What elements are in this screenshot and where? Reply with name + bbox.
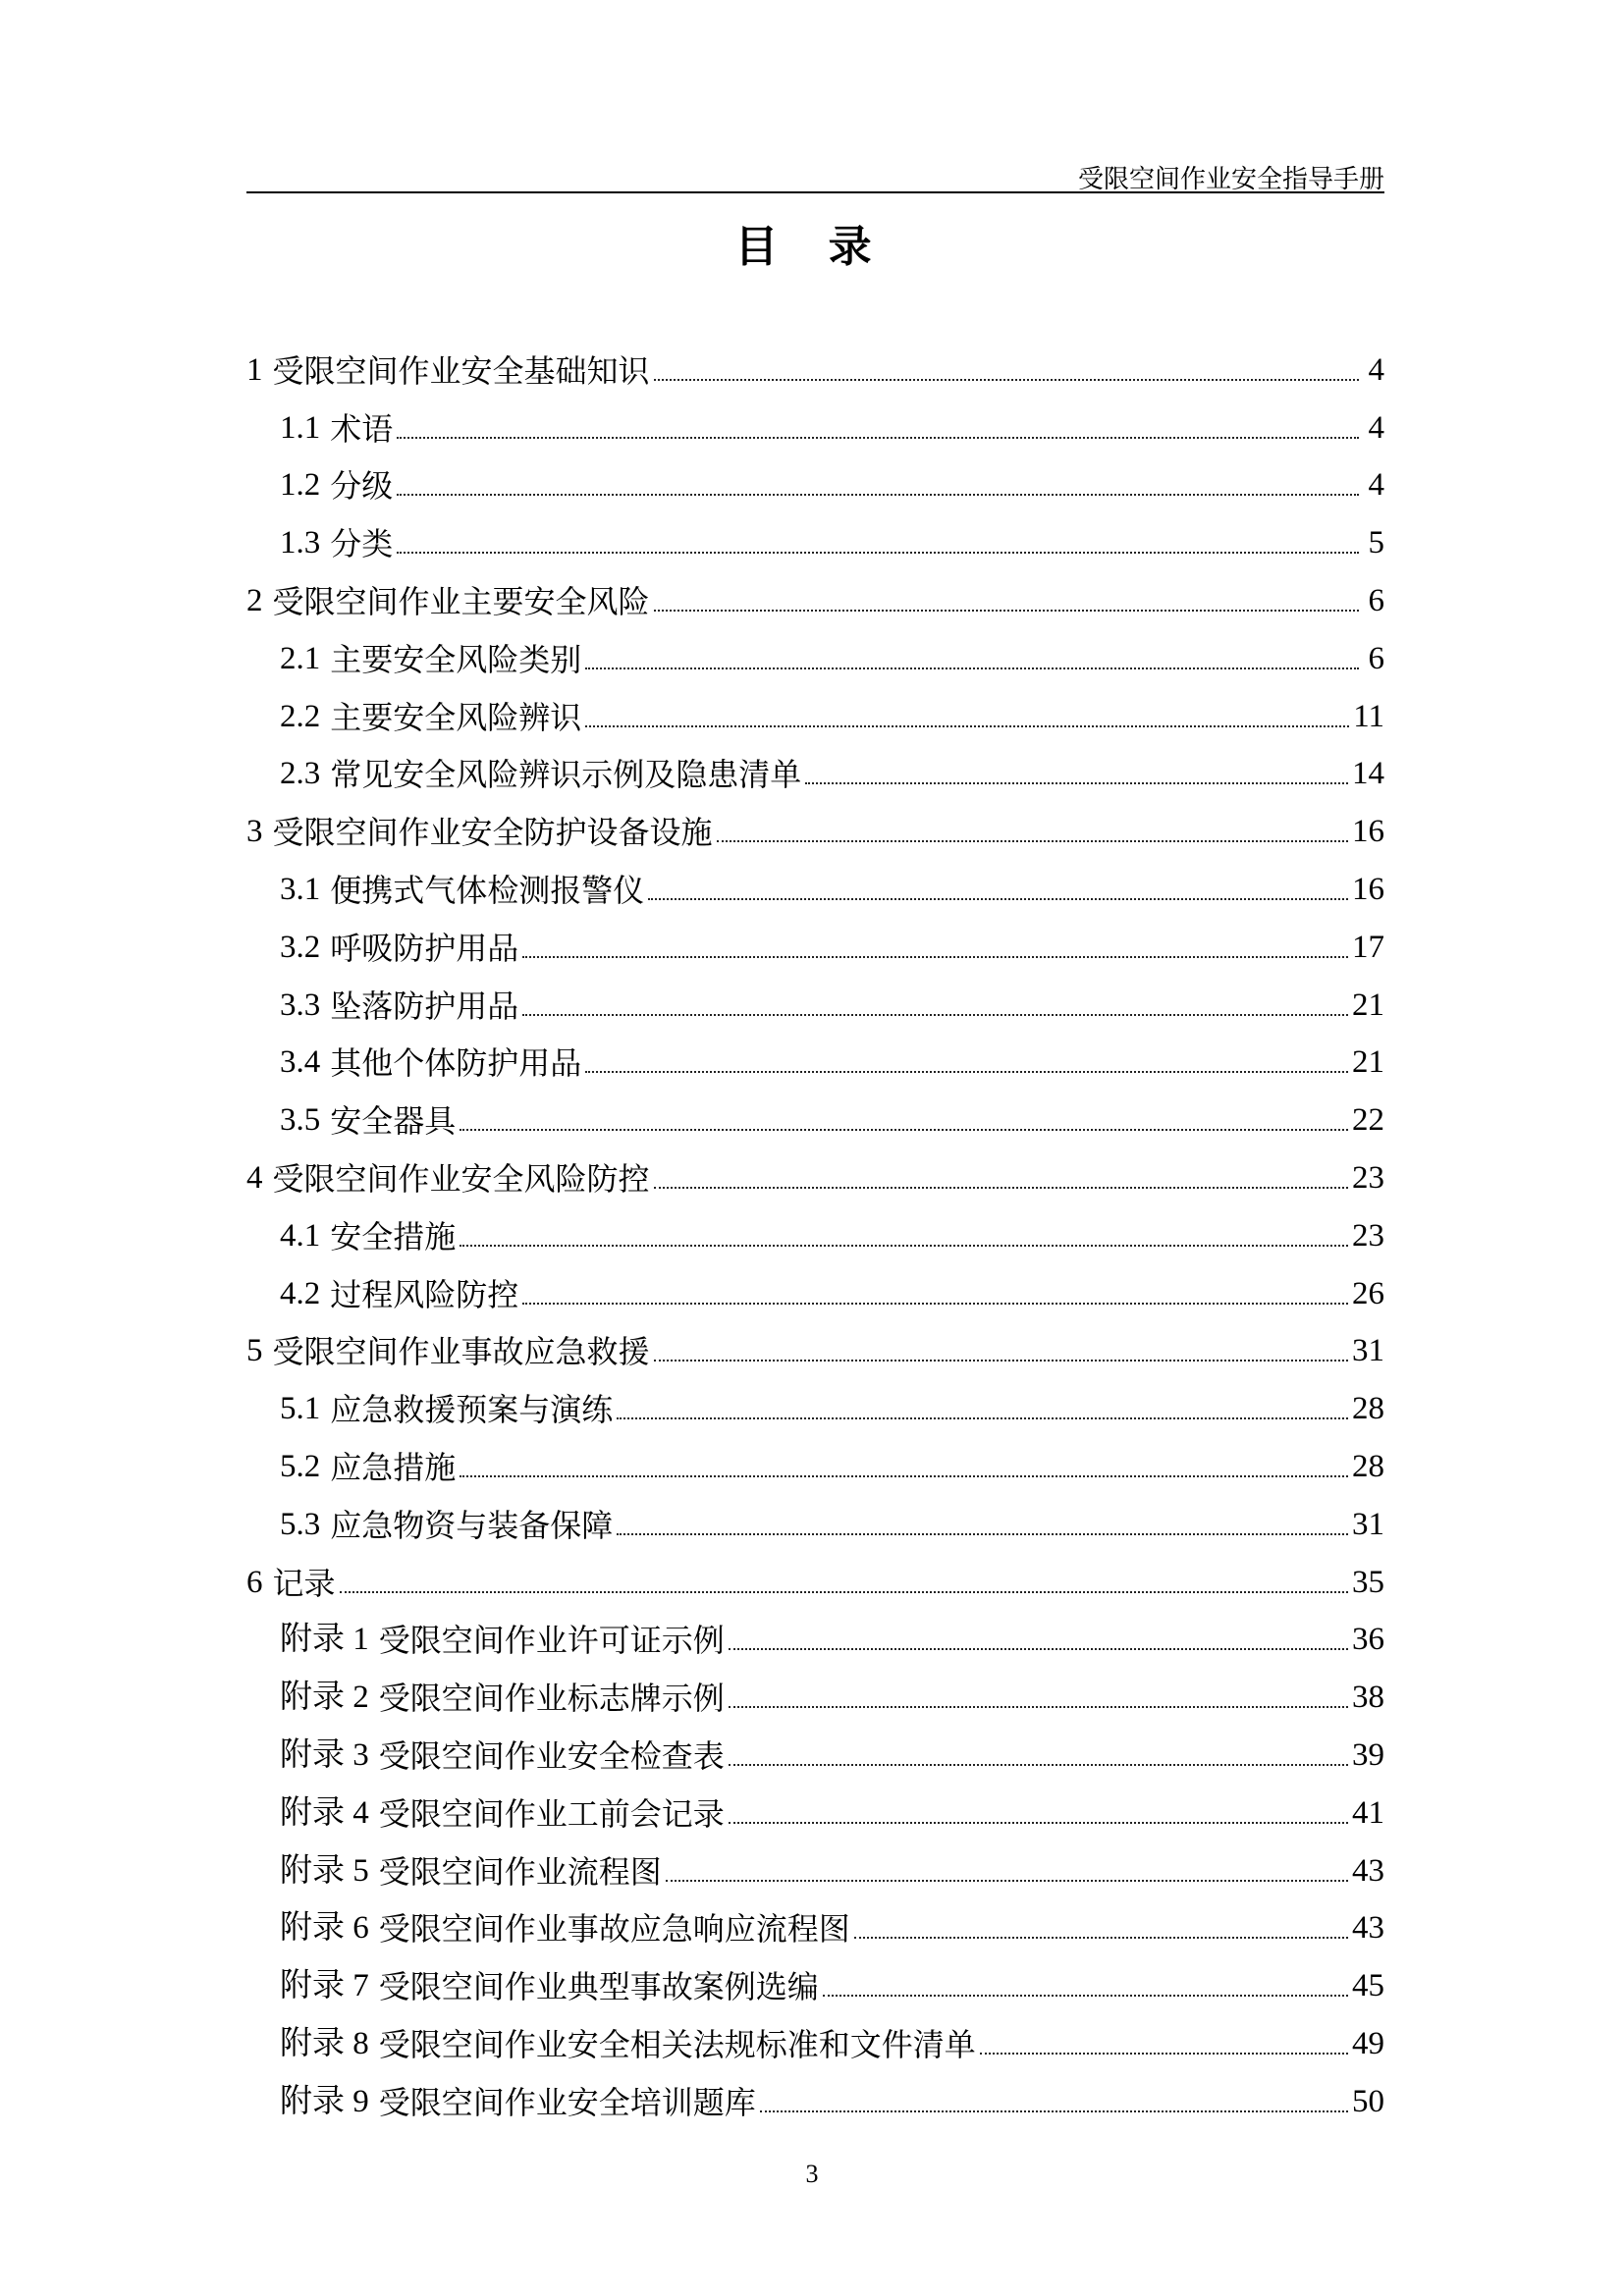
toc-entry-number: 附录 5 bbox=[280, 1852, 369, 1889]
toc-entry-number: 4 bbox=[246, 1159, 263, 1196]
header-rule bbox=[246, 191, 1384, 193]
toc-dot-leader bbox=[460, 1475, 1348, 1477]
toc-entry-title: 安全措施 bbox=[330, 1217, 457, 1255]
toc-entry-page: 21 bbox=[1352, 987, 1384, 1023]
toc-entry[interactable] bbox=[246, 329, 1384, 390]
toc-dot-leader bbox=[729, 1648, 1348, 1650]
toc-entry-number: 附录 8 bbox=[280, 2025, 369, 2061]
toc-entry[interactable] bbox=[246, 1714, 1384, 1775]
toc-dot-leader bbox=[397, 494, 1359, 496]
toc-entry-title: 受限空间作业事故应急救援 bbox=[272, 1333, 650, 1371]
toc-dot-leader bbox=[585, 1071, 1348, 1073]
toc-entry-number: 1 bbox=[246, 351, 263, 388]
toc-dot-leader bbox=[397, 552, 1359, 554]
toc-entry-page: 45 bbox=[1352, 1968, 1384, 2004]
toc-entry[interactable] bbox=[246, 1310, 1384, 1371]
toc-dot-leader bbox=[654, 1187, 1348, 1189]
toc-dot-leader bbox=[823, 1995, 1348, 1997]
toc-entry-page: 43 bbox=[1352, 1910, 1384, 1947]
toc-entry-page: 43 bbox=[1352, 1852, 1384, 1889]
page-title: 目 录 bbox=[734, 222, 890, 272]
toc-entry-title: 记录 bbox=[272, 1564, 336, 1602]
toc-entry-title: 呼吸防护用品 bbox=[330, 929, 519, 967]
toc-entry-page: 16 bbox=[1352, 871, 1384, 907]
toc-entry-number: 3.1 bbox=[280, 871, 321, 907]
toc-entry[interactable] bbox=[246, 733, 1384, 794]
toc-entry[interactable] bbox=[246, 502, 1384, 563]
toc-entry-title: 术语 bbox=[330, 409, 394, 448]
toc-entry-title: 受限空间作业典型事故案例选编 bbox=[378, 1968, 819, 2006]
toc-entry[interactable] bbox=[246, 387, 1384, 448]
toc-dot-leader bbox=[522, 1303, 1348, 1305]
toc-entry-number: 附录 9 bbox=[280, 2083, 369, 2119]
toc-dot-leader bbox=[585, 667, 1359, 669]
toc-dot-leader bbox=[805, 782, 1348, 784]
toc-entry-page: 4 bbox=[1368, 409, 1384, 446]
toc-entry[interactable] bbox=[246, 1945, 1384, 2006]
toc-entry[interactable] bbox=[246, 964, 1384, 1025]
toc-entry[interactable] bbox=[246, 1137, 1384, 1198]
toc-entry-page: 38 bbox=[1352, 1680, 1384, 1716]
toc-entry-title: 坠落防护用品 bbox=[330, 987, 519, 1025]
toc-entry-title: 受限空间作业主要安全风险 bbox=[272, 582, 650, 620]
toc-entry-number: 2 bbox=[246, 582, 263, 618]
toc-entry-page: 17 bbox=[1352, 929, 1384, 965]
toc-entry-page: 11 bbox=[1353, 698, 1384, 734]
toc-entry[interactable] bbox=[246, 1079, 1384, 1141]
toc-dot-leader bbox=[460, 1245, 1348, 1247]
toc-entry[interactable] bbox=[246, 445, 1384, 506]
toc-entry-page: 21 bbox=[1352, 1044, 1384, 1081]
toc-dot-leader bbox=[729, 1764, 1348, 1766]
toc-entry-number: 4.1 bbox=[280, 1217, 321, 1254]
toc-entry-page: 23 bbox=[1352, 1217, 1384, 1254]
toc-entry[interactable] bbox=[246, 2002, 1384, 2063]
toc-entry[interactable] bbox=[246, 1599, 1384, 1660]
toc-entry-number: 1.2 bbox=[280, 467, 321, 504]
toc-entry-page: 23 bbox=[1352, 1159, 1384, 1196]
toc-dot-leader bbox=[648, 898, 1348, 900]
toc-entry-page: 31 bbox=[1352, 1333, 1384, 1369]
toc-entry[interactable] bbox=[246, 2060, 1384, 2121]
toc-entry-title: 受限空间作业标志牌示例 bbox=[378, 1680, 725, 1718]
toc-entry-title: 受限空间作业流程图 bbox=[378, 1852, 662, 1891]
toc-entry-number: 3 bbox=[246, 814, 263, 850]
toc-entry-title: 分级 bbox=[330, 467, 394, 506]
toc-entry-page: 49 bbox=[1352, 2025, 1384, 2061]
toc-entry[interactable] bbox=[246, 1772, 1384, 1833]
toc-entry[interactable] bbox=[246, 1022, 1384, 1083]
toc-entry[interactable] bbox=[246, 675, 1384, 736]
toc-entry-title: 受限空间作业安全相关法规标准和文件清单 bbox=[378, 2025, 976, 2063]
toc-entry-page: 31 bbox=[1352, 1506, 1384, 1542]
toc-entry-title: 应急救援预案与演练 bbox=[330, 1391, 614, 1429]
toc-entry-number: 附录 1 bbox=[280, 1622, 369, 1658]
table-of-contents bbox=[246, 329, 1384, 2121]
toc-entry-page: 28 bbox=[1352, 1391, 1384, 1427]
toc-dot-leader bbox=[585, 725, 1349, 727]
toc-dot-leader bbox=[617, 1417, 1348, 1419]
toc-entry-page: 26 bbox=[1352, 1275, 1384, 1311]
running-header: 受限空间作业安全指导手册 bbox=[1077, 165, 1384, 194]
toc-dot-leader bbox=[666, 1880, 1348, 1882]
toc-entry-title: 主要安全风险辨识 bbox=[330, 698, 582, 736]
toc-entry-page: 6 bbox=[1368, 582, 1384, 618]
toc-dot-leader bbox=[522, 1014, 1348, 1016]
toc-entry-title: 应急物资与装备保障 bbox=[330, 1506, 614, 1544]
toc-entry-number: 5.2 bbox=[280, 1448, 321, 1484]
toc-dot-leader bbox=[654, 379, 1359, 381]
toc-entry[interactable] bbox=[246, 790, 1384, 852]
toc-dot-leader bbox=[617, 1533, 1348, 1535]
toc-entry-title: 受限空间作业安全基础知识 bbox=[272, 351, 650, 390]
toc-dot-leader bbox=[729, 1822, 1348, 1824]
toc-entry-number: 1.3 bbox=[280, 525, 321, 561]
toc-entry-page: 36 bbox=[1352, 1622, 1384, 1658]
toc-entry[interactable] bbox=[246, 617, 1384, 678]
toc-entry[interactable] bbox=[246, 906, 1384, 967]
toc-entry-page: 14 bbox=[1352, 756, 1384, 792]
toc-entry-title: 其他个体防护用品 bbox=[330, 1044, 582, 1083]
toc-entry-title: 受限空间作业安全防护设备设施 bbox=[272, 814, 713, 852]
toc-entry-number: 5.3 bbox=[280, 1506, 321, 1542]
toc-entry-title: 分类 bbox=[330, 525, 394, 563]
toc-entry-page: 41 bbox=[1352, 1794, 1384, 1831]
toc-entry-number: 2.2 bbox=[280, 698, 321, 734]
toc-entry-number: 附录 4 bbox=[280, 1794, 369, 1831]
toc-entry[interactable] bbox=[246, 560, 1384, 620]
toc-dot-leader bbox=[654, 1360, 1348, 1362]
toc-entry-number: 2.3 bbox=[280, 756, 321, 792]
toc-dot-leader bbox=[654, 610, 1359, 612]
toc-dot-leader bbox=[729, 1706, 1348, 1708]
toc-entry-page: 50 bbox=[1352, 2083, 1384, 2119]
toc-entry-page: 39 bbox=[1352, 1736, 1384, 1773]
toc-entry-title: 安全器具 bbox=[330, 1102, 457, 1141]
toc-entry-number: 5.1 bbox=[280, 1391, 321, 1427]
toc-entry-page: 4 bbox=[1368, 467, 1384, 504]
toc-entry-number: 附录 2 bbox=[280, 1680, 369, 1716]
toc-entry[interactable] bbox=[246, 1888, 1384, 1949]
toc-entry-title: 受限空间作业安全检查表 bbox=[378, 1736, 725, 1775]
toc-entry-title: 受限空间作业许可证示例 bbox=[378, 1622, 725, 1660]
toc-entry-page: 22 bbox=[1352, 1102, 1384, 1139]
toc-entry[interactable] bbox=[246, 1195, 1384, 1253]
toc-entry[interactable] bbox=[246, 1541, 1384, 1602]
toc-entry[interactable] bbox=[246, 848, 1384, 909]
toc-entry-title: 主要安全风险类别 bbox=[330, 640, 582, 678]
toc-dot-leader bbox=[522, 956, 1348, 958]
toc-entry-number: 3.5 bbox=[280, 1102, 321, 1139]
toc-entry-number: 2.1 bbox=[280, 640, 321, 676]
toc-entry-page: 16 bbox=[1352, 814, 1384, 850]
toc-entry-page: 5 bbox=[1368, 525, 1384, 561]
toc-dot-leader bbox=[717, 840, 1348, 842]
footer-page-number: 3 bbox=[805, 2160, 819, 2188]
toc-entry-number: 3.4 bbox=[280, 1044, 321, 1081]
toc-entry-number: 附录 6 bbox=[280, 1910, 369, 1947]
toc-entry-number: 3.2 bbox=[280, 929, 321, 965]
toc-entry-title: 受限空间作业事故应急响应流程图 bbox=[378, 1910, 850, 1949]
toc-entry-number: 1.1 bbox=[280, 409, 321, 446]
toc-entry-title: 常见安全风险辨识示例及隐患清单 bbox=[330, 756, 802, 794]
toc-entry-number: 3.3 bbox=[280, 987, 321, 1023]
toc-entry-title: 受限空间作业工前会记录 bbox=[378, 1794, 725, 1833]
toc-entry[interactable] bbox=[246, 1483, 1384, 1544]
toc-dot-leader bbox=[854, 1937, 1348, 1939]
toc-entry-page: 6 bbox=[1368, 640, 1384, 676]
toc-entry-number: 附录 7 bbox=[280, 1968, 369, 2004]
toc-entry[interactable] bbox=[246, 1367, 1384, 1429]
toc-dot-leader bbox=[340, 1591, 1348, 1593]
toc-entry-title: 应急措施 bbox=[330, 1448, 457, 1486]
toc-entry-number: 5 bbox=[246, 1333, 263, 1369]
toc-entry-title: 受限空间作业安全培训题库 bbox=[378, 2083, 756, 2121]
toc-dot-leader bbox=[980, 2053, 1348, 2055]
toc-entry[interactable] bbox=[246, 1830, 1384, 1891]
toc-entry-title: 过程风险防控 bbox=[330, 1275, 519, 1313]
toc-entry[interactable] bbox=[246, 1425, 1384, 1486]
toc-entry[interactable] bbox=[246, 1253, 1384, 1313]
toc-entry-page: 35 bbox=[1352, 1564, 1384, 1600]
toc-dot-leader bbox=[460, 1129, 1348, 1131]
toc-dot-leader bbox=[397, 437, 1359, 439]
toc-entry-page: 28 bbox=[1352, 1448, 1384, 1484]
toc-entry[interactable] bbox=[246, 1656, 1384, 1718]
toc-entry-number: 6 bbox=[246, 1564, 263, 1600]
toc-entry-number: 附录 3 bbox=[280, 1736, 369, 1773]
toc-entry-number: 4.2 bbox=[280, 1275, 321, 1311]
toc-entry-page: 4 bbox=[1368, 351, 1384, 388]
toc-entry-title: 便携式气体检测报警仪 bbox=[330, 871, 645, 909]
toc-dot-leader bbox=[760, 2110, 1348, 2112]
toc-entry-title: 受限空间作业安全风险防控 bbox=[272, 1159, 650, 1198]
